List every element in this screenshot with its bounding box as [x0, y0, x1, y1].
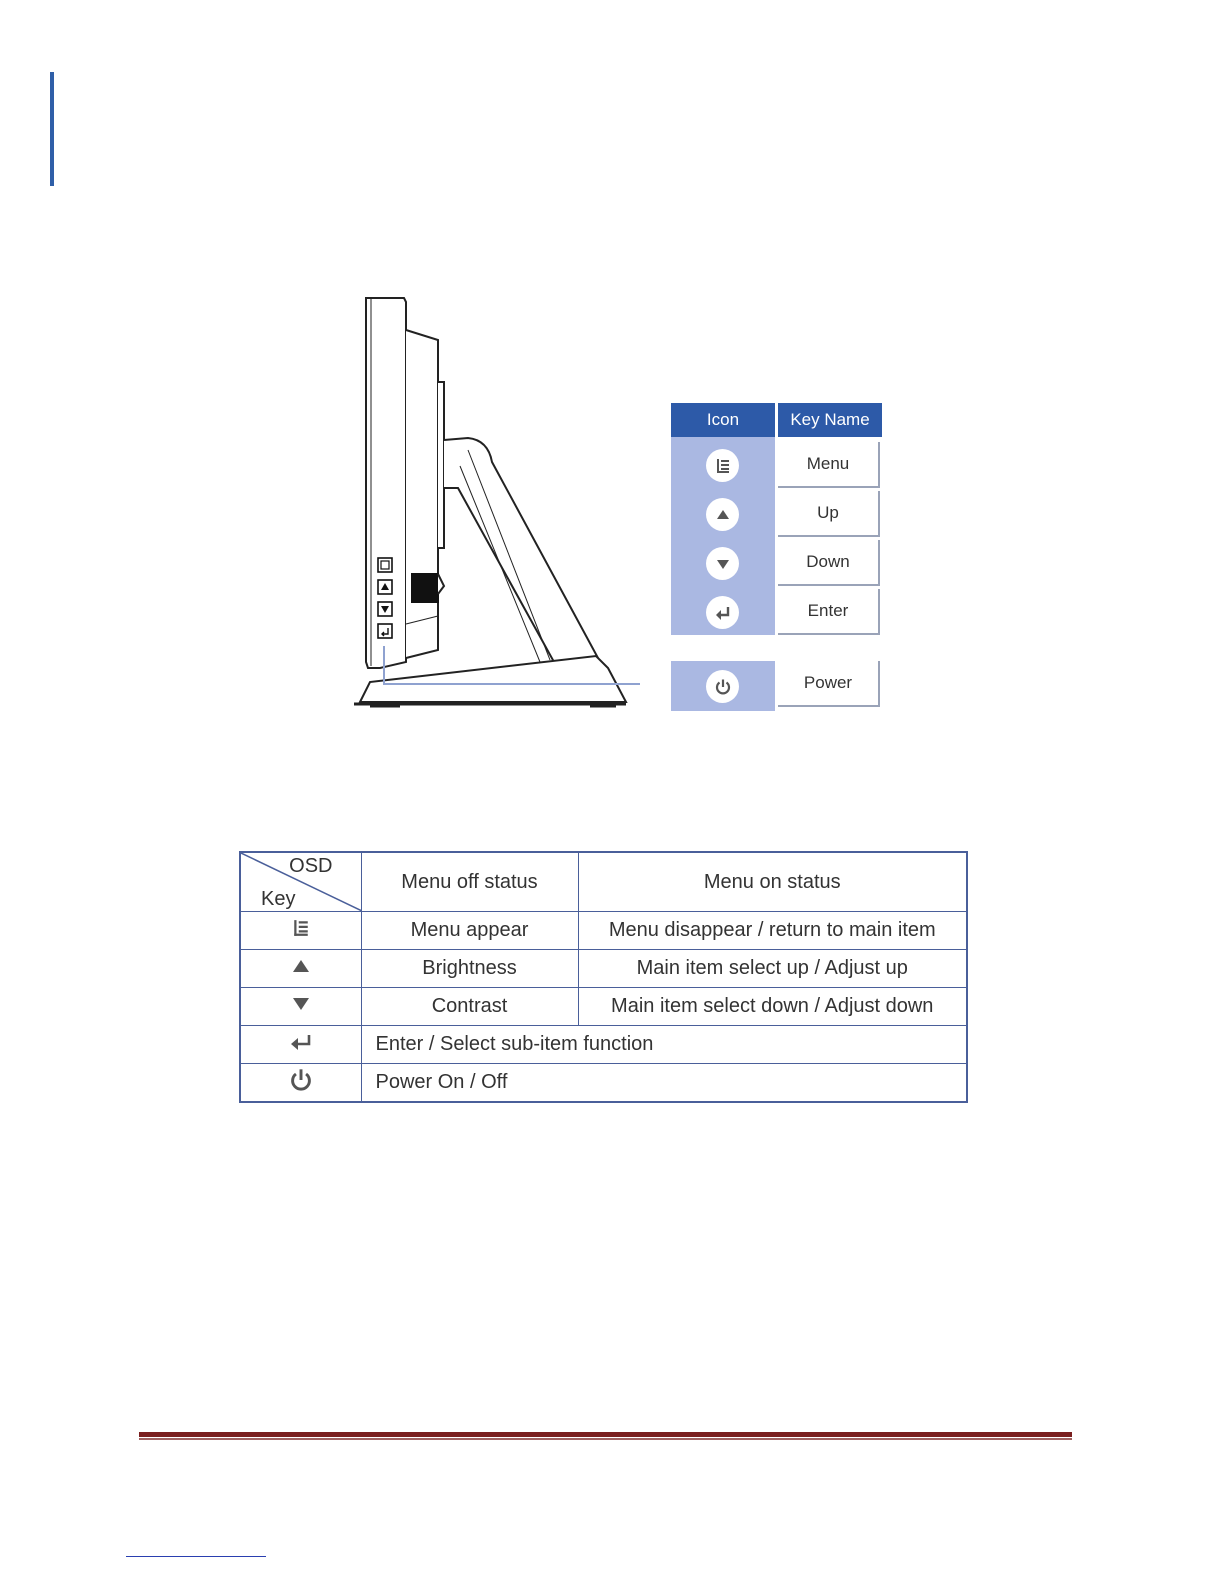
key-cell: [240, 950, 361, 988]
table-row: [240, 912, 967, 950]
down-icon: [706, 547, 739, 580]
corner-header-cell: [240, 852, 361, 912]
legend-key-name-enter: Enter: [778, 589, 880, 635]
osd-function-table: [239, 851, 968, 1103]
legend-key-name-down: Down: [778, 540, 880, 586]
monitor-side-view: [340, 290, 640, 720]
key-cell: [240, 988, 361, 1026]
key-legend: [671, 403, 883, 715]
footer-link-underline: [126, 1556, 266, 1557]
table-header-row: [240, 852, 967, 912]
merged-description-cell: Power On / Off: [361, 1064, 967, 1103]
down-icon: [292, 996, 310, 1012]
column-header-menu-off: Menu off status: [361, 852, 578, 912]
menu-on-cell: Menu disappear / return to main item: [578, 912, 967, 950]
legend-header-key-name: Key Name: [778, 403, 882, 437]
legend-key-name-menu: Menu: [778, 442, 880, 488]
key-cell: [240, 912, 361, 950]
menu-icon: [706, 449, 739, 482]
power-icon: [706, 670, 739, 703]
legend-key-name-up: Up: [778, 491, 880, 537]
menu-off-cell: Contrast: [361, 988, 578, 1026]
enter-icon: [706, 596, 739, 629]
up-icon: [292, 958, 310, 974]
legend-header-icon: Icon: [671, 403, 775, 437]
menu-icon: [292, 919, 310, 937]
menu-on-cell: Main item select up / Adjust up: [578, 950, 967, 988]
key-cell: [240, 1064, 361, 1103]
table-row: [240, 988, 967, 1026]
table-row: [240, 950, 967, 988]
table-row: [240, 1064, 967, 1103]
enter-icon: [289, 1033, 313, 1051]
menu-off-cell: Menu appear: [361, 912, 578, 950]
corner-label-key: Key: [261, 888, 296, 910]
footer-rule-thin: [139, 1438, 1072, 1440]
footer-rule: [139, 1432, 1072, 1437]
menu-off-cell: Brightness: [361, 950, 578, 988]
corner-label-osd: OSD: [289, 855, 333, 877]
table-row: [240, 1026, 967, 1064]
column-header-menu-on: Menu on status: [578, 852, 967, 912]
menu-on-cell: Main item select down / Adjust down: [578, 988, 967, 1026]
up-icon: [706, 498, 739, 531]
merged-description-cell: Enter / Select sub-item function: [361, 1026, 967, 1064]
key-cell: [240, 1026, 361, 1064]
section-accent-bar: [50, 72, 54, 186]
power-icon: [289, 1068, 313, 1092]
legend-key-name-power: Power: [778, 661, 880, 707]
